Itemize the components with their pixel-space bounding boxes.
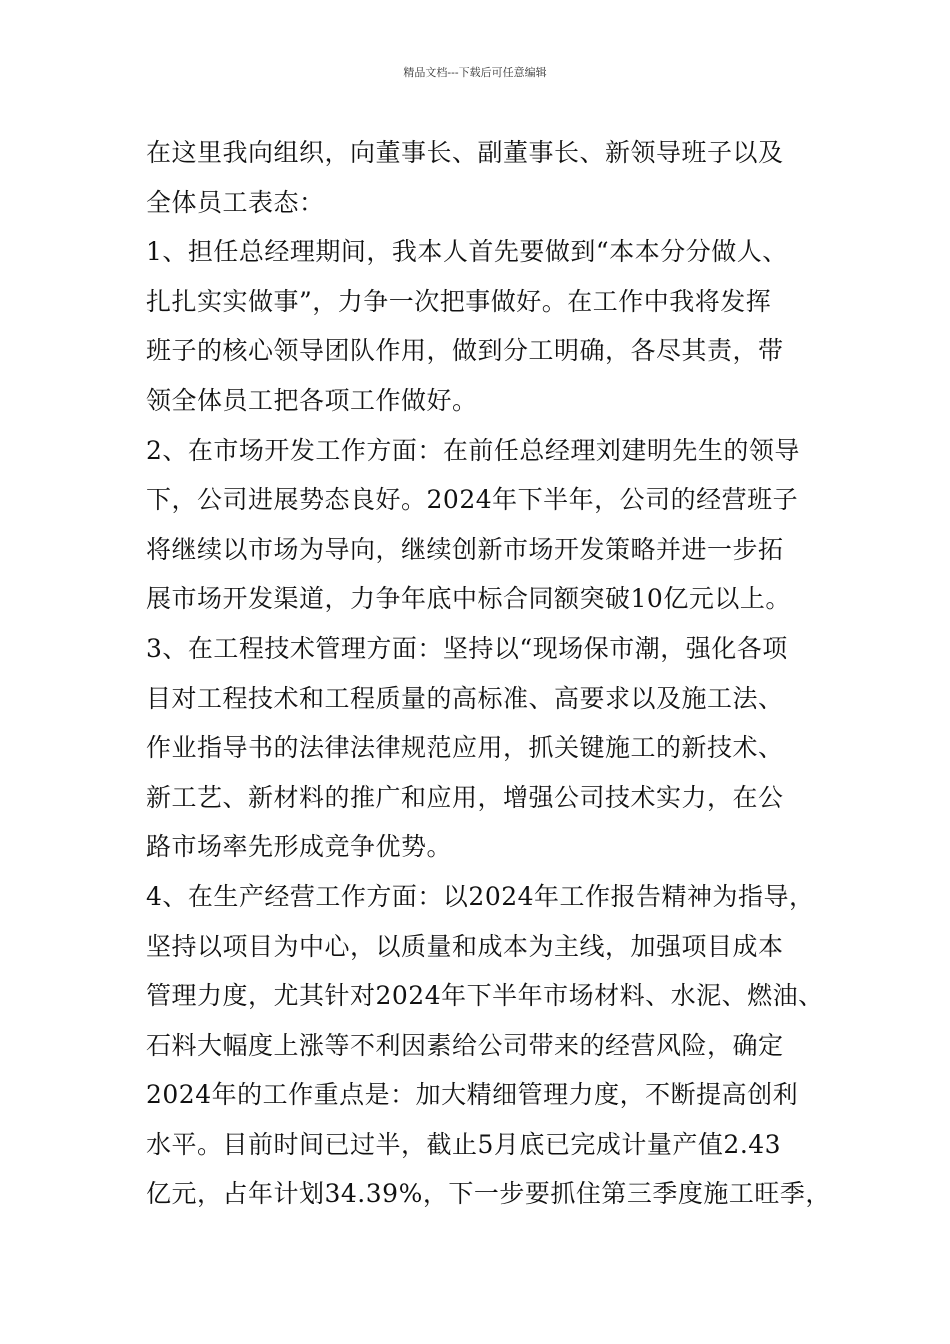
text-line: 1、担任总经理期间，我本人首先要做到“本本分分做人、: [146, 237, 788, 267]
text-line: 扎扎实实做事”，力争一次把事做好。在工作中我将发挥: [146, 286, 772, 316]
text-line: 2024年的工作重点是：加大精细管理力度，不断提高创利: [146, 1080, 799, 1110]
text-line: 4、在生产经营工作方面：以2024年工作报告精神为指导，: [146, 881, 815, 911]
text-line: 班子的核心领导团队作用，做到分工明确，各尽其责，带: [146, 336, 784, 366]
text-line: 石料大幅度上涨等不利因素给公司带来的经营风险，确定: [146, 1030, 784, 1060]
text-line: 2、在市场开发工作方面：在前任总经理刘建明先生的领导: [146, 435, 800, 465]
text-line: 新工艺、新材料的推广和应用，增强公司技术实力，在公: [146, 782, 784, 812]
text-line: 领全体员工把各项工作做好。: [146, 385, 478, 415]
text-line: 管理力度，尤其针对2024年下半年市场材料、水泥、燃油、: [146, 981, 824, 1011]
text-line: 路市场率先形成竞争优势。: [146, 832, 453, 862]
text-line: 作业指导书的法律法律规范应用，抓关键施工的新技术、: [146, 733, 784, 763]
text-line: 全体员工表态：: [146, 187, 325, 217]
text-line: 水平。目前时间已过半，截止5月底已完成计量产值2.43: [146, 1129, 782, 1159]
text-line: 下，公司进展势态良好。2024年下半年，公司的经营班子: [146, 485, 799, 515]
text-line: 坚持以项目为中心，以质量和成本为主线，加强项目成本: [146, 931, 784, 961]
text-line: 将继续以市场为导向，继续创新市场开发策略并进一步拓: [146, 534, 784, 564]
text-line: 3、在工程技术管理方面：坚持以“现场保市潮，强化各项: [146, 633, 788, 663]
page-header: 精品文档---下载后可任意编辑: [403, 66, 547, 79]
text-line: 目对工程技术和工程质量的高标准、高要求以及施工法、: [146, 683, 784, 713]
document-body: [146, 128, 831, 1219]
text-line: 展市场开发渠道，力争年底中标合同额突破10亿元以上。: [146, 584, 791, 614]
text-line: 亿元，占年计划34.39%，下一步要抓住第三季度施工旺季，: [146, 1179, 831, 1209]
text-line: 在这里我向组织，向董事长、副董事长、新领导班子以及: [146, 138, 784, 167]
